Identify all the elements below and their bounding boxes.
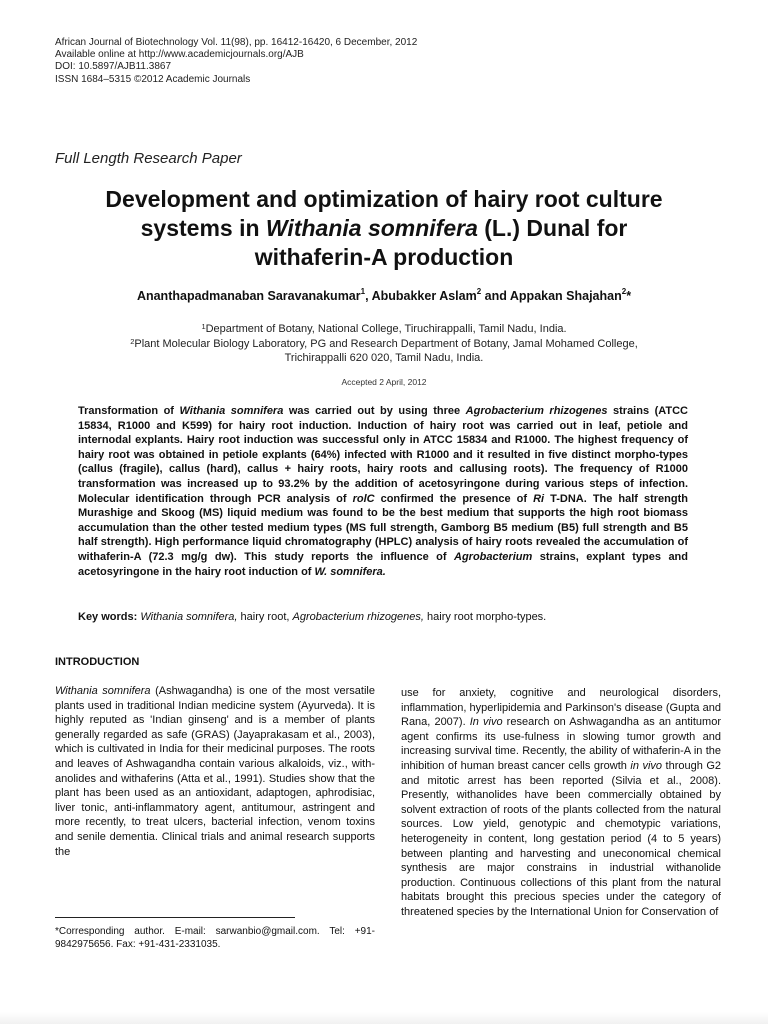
author-1-affiliation: 1 [360, 287, 366, 296]
affiliation-2-cont: Trichirappalli 620 020, Tamil Nadu, India. [284, 352, 484, 364]
journal-citation: African Journal of Biotechnology Vol. 11(98), pp. 16412-16420, 6 December, 2012 [55, 37, 418, 48]
keywords: Key words: Withania somnifera, hairy root, Agrobacterium rhizogenes, hairy root morpho-types. [78, 611, 547, 623]
author-1: Ananthapadmanaban Saravanakumar [136, 289, 361, 303]
author-3-affiliation: 2 [621, 287, 627, 296]
author-2-affiliation: 2 [476, 287, 482, 296]
title-species: Withania somnifera [265, 215, 478, 241]
paper-title [40, 185, 728, 272]
author-3: Appakan Shajahan [509, 289, 622, 303]
issn: ISSN 1684–5315 ©2012 Academic Journals [55, 73, 251, 85]
title-line-1: Development and optimization of hairy root culture [105, 186, 663, 212]
accepted-date: Accepted 2 April, 2012 [341, 377, 427, 387]
corresponding-mark: * [626, 289, 632, 303]
paper-type: Full Length Research Paper [55, 150, 242, 167]
author-2: Abubakker Aslam [371, 289, 477, 303]
affiliation-2: $^2$Plant Molecular Biology Laboratory, PG and Research Department of Botany, Jamal Mohamed College, [130, 336, 638, 350]
affiliations [40, 322, 728, 366]
footnote-divider [55, 917, 295, 918]
journal-url: Available online at http://www.academicjournals.org/AJB [55, 49, 304, 61]
author-list: Ananthapadmanaban Saravanakumar$^1$, Abubakker Aslam$^2$ and Appakan Shajahan$^2$* [136, 287, 632, 303]
title-line-3: withaferin-A production [254, 244, 514, 270]
abstract: Transformation of Withania somnifera was carried out by using three Agrobacterium rhizogenes strains (ATCC 15834, R1000 and K599) for hairy root induction. Induction of hairy root was carried out in leaf, petiole and internodal explants. Hairy root induction was successful only in ATCC 15834 and R1000. The highest frequency of hairy root was obtained in petiole explants (64%) infected with R1000 and it resulted in five distinct morpho-types (callus (fragile), callus (hard), callus + hairy roots, hairy roots and callusing roots). The frequency of R1000 transformation was increased up to 93.2% by the addition of acetosyringone during various steps of infection. Molecular identification through PCR analysis of rolC confirmed the presence of Ri T-DNA. The half strength Murashige and Skoog (MS) liquid medium was found to be the best medium that supports the high root biomass accumulation than the other tested medium types (MS full strength, Gamborg B5 medium (B5) full strength and B5 half strength). High performance liquid chromatography (HPLC) analysis of hairy roots revealed the accumulation of withaferin-A (72.3 mg/g dw). This study reports the influence of Agrobacterium strains, explant types and acetosyringone in the hairy root induction of W. somnifera. [78, 405, 688, 578]
keywords-label: Key words: [78, 611, 138, 623]
introduction-left-column: Withania somnifera (Ashwagandha) is one of the most versatile plants used in traditional Indian medicine system (Ayurveda). It is highly reputed as 'Indian ginseng' and is a member of plants generally regarded as safe (GRAS) (Jayaprakasam et al., 2003), which is cultivated in India for their medicinal purposes. The roots and leaves of Ashwagandha contain various alkaloids, viz., with-anolides and withaferins (Atta et al., 1991). Studies show that the plant has been used as an antioxidant, adaptogen, aphrodisiac, liver tonic, anti-inflammatory agent, antitumour, astringent and more recently, to treat ulcers, bacterial infection, venom toxins and senile dementia. Clinical trials and animal research supports the [55, 685, 375, 858]
affiliation-1: $^1$Department of Botany, National College, Tiruchirappalli, Tamil Nadu, India. [201, 322, 567, 335]
title-line-2: systems in Withania somnifera (L.) Dunal for [140, 215, 628, 241]
page-bottom-edge [0, 1012, 768, 1024]
corresponding-author-footnote: *Corresponding author. E-mail: sarwanbio@gmail.com. Tel: +91-9842975656. Fax: +91-431-2331035. [55, 926, 375, 950]
section-heading-introduction: INTRODUCTION [55, 656, 140, 668]
doi: DOI: 10.5897/AJB11.3867 [55, 61, 172, 73]
introduction-right-column: use for anxiety, cognitive and neurological disorders, inflammation, hyperlipidemia and Parkinson's disease (Gupta and Rana, 2007). In vivo research on Ashwagandha as an antitumor agent confirms its use-fulness in slowing tumor growth and increasing survival time. Recently, the ability of withaferin-A in the inhibition of human breast cancer cells growth in vivo through G2 and mitotic arrest has been reported (Silvia et al., 2008). Presently, withanolides have been commercially obtained by solvent extraction of roots of the plants collected from the natural sources. Low yield, genotypic and chemotypic variations, heterogeneity in content, long gestation period (4 to 5 years) between planting and harvesting and uneconomical chemical synthesis are major constrains in industrial withanolide production. Continuous collections of this plant from the natural habitats brought this precious species under the category of threatened species by the International Union for Conservation of [401, 687, 722, 918]
journal-header [55, 37, 417, 86]
